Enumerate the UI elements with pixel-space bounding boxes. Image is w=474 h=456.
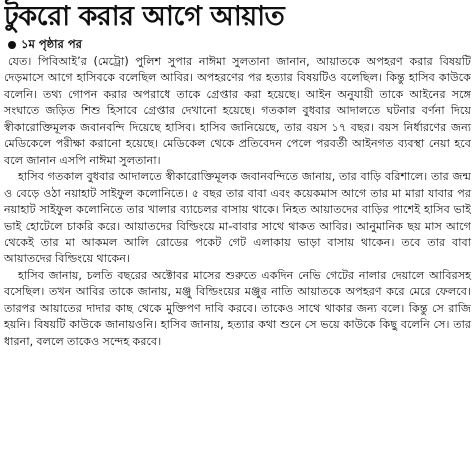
article-headline: টুকরো করার আগে আয়াত	[4, 1, 285, 32]
article-paragraph: যেত। পিবিআই’র (মেট্রো) পুলিশ সুপার নাঈমা সুলতানা জানান, আয়াতকে অপহরণ করার বিষয়টি দেড়মাসে আগে হাসিবকে বলেছিল আবির। অপহরণের পর হত্যার বিষয়টিও বলেছিল। কিন্তু হাসিব কাউকে বলেনি। তথ্য গোপন করার অপরাধে তাকে গ্রেপ্তার করা হয়েছে। আইন অনুযায়ী তাকে আইনের সঙ্গে সংঘাতে জড়িত শিশু হিসাবে গ্রেপ্তার দেখানো হয়েছে। গতকাল বুধবার আদালতে ঘটনার বর্ণনা দিয়ে স্বীকারোক্তিমূলক জবানবন্দি দিয়েছে হাসিব। হাসিব জানিয়েছে, তার বয়স ১৭ বছর। বয়স নির্ধারণের জন্য মেডিকেলে পরীক্ষা করানো হয়েছে। মেডিকেল থেকে প্রতিবেদন পেলে পরবর্তী আইনগত ব্যবস্থা নেয়া হবে বলে জানান এসপি নাঈমা সুলতানা।	[4, 55, 471, 167]
article-paragraph: হাসিব গতকাল বুধবার আদালতে স্বীকারোক্তিমূলক জবানবন্দিতে জানায়, তার বাড়ি বরিশালে। তার জন্ম ও বেড়ে ওঠা নয়াহাট সাইফুল কলোনিতে। ৫ বছর তার বাবা এবং কয়েকমাস আগে তার মা মারা যাবার পর নয়াহাট সাইফুল কলোনিতে তার খালার ব্যাচেলর বাসায় থাকে। নিহত আয়াতদের বাড়ির পাশেই হাসিব ভাই ভাই হোটেলে চাকরি করে। আয়াতদের বিল্ডিংয়ে মা-বাবার সাথে থাকত আবির। আনুমানিক ছয় মাস আগে থেকেই তার মা আকমল আলি রোডের পকেট গেট এলাকায় ভাড়া বাসায় থাকেন। তবে তার বাবা আয়াতদের বিল্ডিংয়ে থাকেন।	[4, 170, 471, 266]
article-paragraph: হাসিব জানায়, চলতি বছরের অক্টোবর মাসের শুরুতে একদিন নেভি গেটের নালার দেয়ালে আবিরসহ বসেছিল। তখন আবির তাকে জানায়, মঞ্জু বিল্ডিংয়ের মঞ্জুর নাতি আয়াতকে অপহরণ করে মেরে ফেলবে। তারপর আয়াতের দাদার কাছ থেকে মুক্তিপণ দাবি করবে। তাকেও সাথে থাকার জন্য বলে। কিন্তু সে রাজি হয়নি। বিষয়টি কাউকে জানায়ওনি। হাসিব জানায়, হত্যার কথা শুনে সে ভয়ে কাউকে কিছু বলেনি সে। তার ধারনা, বললে তাকেও সন্দেহ করবে।	[4, 268, 471, 348]
bullet-dot-icon	[8, 41, 16, 49]
continued-from-label: ১ম পৃষ্ঠার পর	[21, 36, 82, 51]
article-body	[4, 54, 471, 350]
continued-from-line	[4, 37, 471, 53]
